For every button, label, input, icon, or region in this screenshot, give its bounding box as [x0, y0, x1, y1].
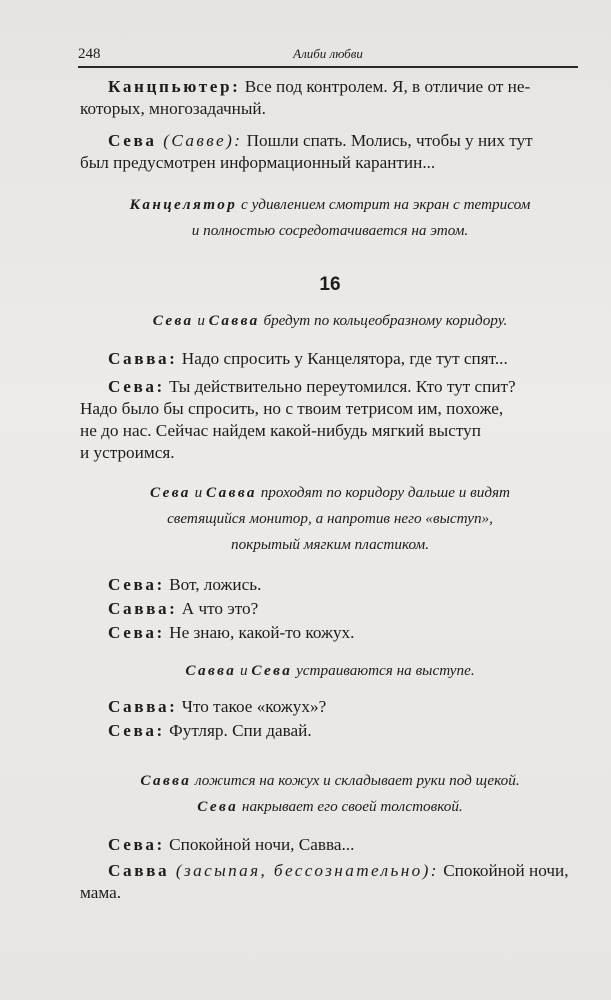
stage-direction: [80, 192, 580, 244]
speaker-name: Савва:: [108, 697, 178, 716]
character-name: Савва: [140, 772, 192, 789]
dialogue-line: [80, 76, 580, 98]
speaker-name: Савва:: [108, 349, 178, 368]
direction-text: светящийся монитор, а напротив него «выступ»,: [167, 510, 493, 527]
direction-text: и полностью сосредотачивается на этом.: [191, 222, 469, 239]
dialogue-line: был предусмотрен информационный карантин...: [80, 153, 436, 172]
play-text: [80, 76, 580, 904]
dialogue-line: не до нас. Сейчас найдем какой-нибудь мягкий выступ: [80, 421, 481, 440]
page-header: [78, 44, 578, 68]
character-name: Сева: [197, 798, 239, 815]
conjunction: и: [193, 312, 209, 329]
speaker-name: Сева:: [108, 623, 165, 642]
dialogue-text: Ты действительно переутомился. Кто тут спит?: [164, 377, 516, 396]
dialogue-line: [80, 834, 580, 856]
conjunction: и: [190, 484, 206, 501]
dialogue-text: Надо спросить у Канцелятора, где тут спят...: [177, 349, 508, 368]
dialogue-line: [80, 696, 580, 718]
conjunction: и: [236, 662, 252, 679]
dialogue-line: Надо было бы спросить, но с твоим тетрисом им, похоже,: [80, 399, 504, 418]
stage-direction: [80, 308, 580, 334]
dialogue-text: Что такое «кожух»?: [177, 697, 327, 716]
speaker-name: Канцпьютер:: [108, 77, 241, 96]
speaker-name: Сева:: [108, 575, 165, 594]
stage-direction: [80, 658, 580, 684]
dialogue-line: которых, многозадачный.: [80, 99, 266, 118]
dialogue-text: Пошли спать. Молись, чтобы у них тут: [242, 131, 533, 150]
speaker-name: Сева:: [108, 835, 165, 854]
stage-direction: [80, 768, 580, 820]
dialogue-text: Не знаю, какой-то кожух.: [164, 623, 355, 642]
character-name: Савва: [206, 484, 257, 501]
direction-text: с удивлением смотрит на экран с тетрисом: [237, 196, 531, 213]
speaker-name: Сева: [108, 131, 157, 150]
page-number: 248: [78, 46, 101, 62]
direction-text: устраиваются на выступе.: [292, 662, 475, 679]
character-name: Сева: [251, 662, 293, 679]
dialogue-text: Спокойной ночи, Савва...: [164, 835, 355, 854]
speaker-name: Савва: [108, 861, 170, 880]
dialogue-line: [80, 348, 580, 370]
dialogue-text: Спокойной ночи,: [438, 861, 569, 880]
dialogue-text: Все под контролем. Я, в отличие от не-: [240, 77, 531, 96]
running-title: Алиби любви: [293, 46, 363, 61]
dialogue-line: и устроимся.: [80, 443, 175, 462]
dialogue-line: [80, 574, 580, 596]
dialogue-text: Футляр. Спи давай.: [164, 721, 312, 740]
dialogue-line: мама.: [80, 883, 122, 902]
speaker-name: Савва:: [108, 599, 178, 618]
direction-text: накрывает его своей толстовкой.: [238, 798, 463, 815]
scene-number: 16: [319, 274, 341, 295]
dialogue-line: [80, 376, 580, 398]
dialogue-line: [80, 860, 580, 882]
dialogue-text: Вот, ложись.: [164, 575, 262, 594]
stage-direction: [80, 480, 580, 558]
dialogue-line: [80, 598, 580, 620]
character-name: Савва: [208, 312, 260, 329]
character-name: Канцелятор: [129, 196, 238, 213]
direction-text: бредут по кольцеобразному коридору.: [259, 312, 508, 329]
speaker-name: Сева:: [108, 377, 165, 396]
stage-remark: (Савве):: [156, 131, 243, 150]
dialogue-line: [80, 130, 580, 152]
stage-remark: (засыпая, бессознательно):: [169, 861, 439, 880]
dialogue-line: [80, 720, 580, 742]
character-name: Сева: [152, 312, 194, 329]
direction-text: ложится на кожух и складывает руки под щекой.: [191, 772, 520, 789]
dialogue-text: А что это?: [177, 599, 259, 618]
speaker-name: Сева:: [108, 721, 165, 740]
dialogue-line: [80, 622, 580, 644]
character-name: Савва: [185, 662, 237, 679]
direction-text: покрытый мягким пластиком.: [230, 536, 429, 553]
character-name: Сева: [149, 484, 191, 501]
direction-text: проходят по коридору дальше и видят: [256, 484, 511, 501]
